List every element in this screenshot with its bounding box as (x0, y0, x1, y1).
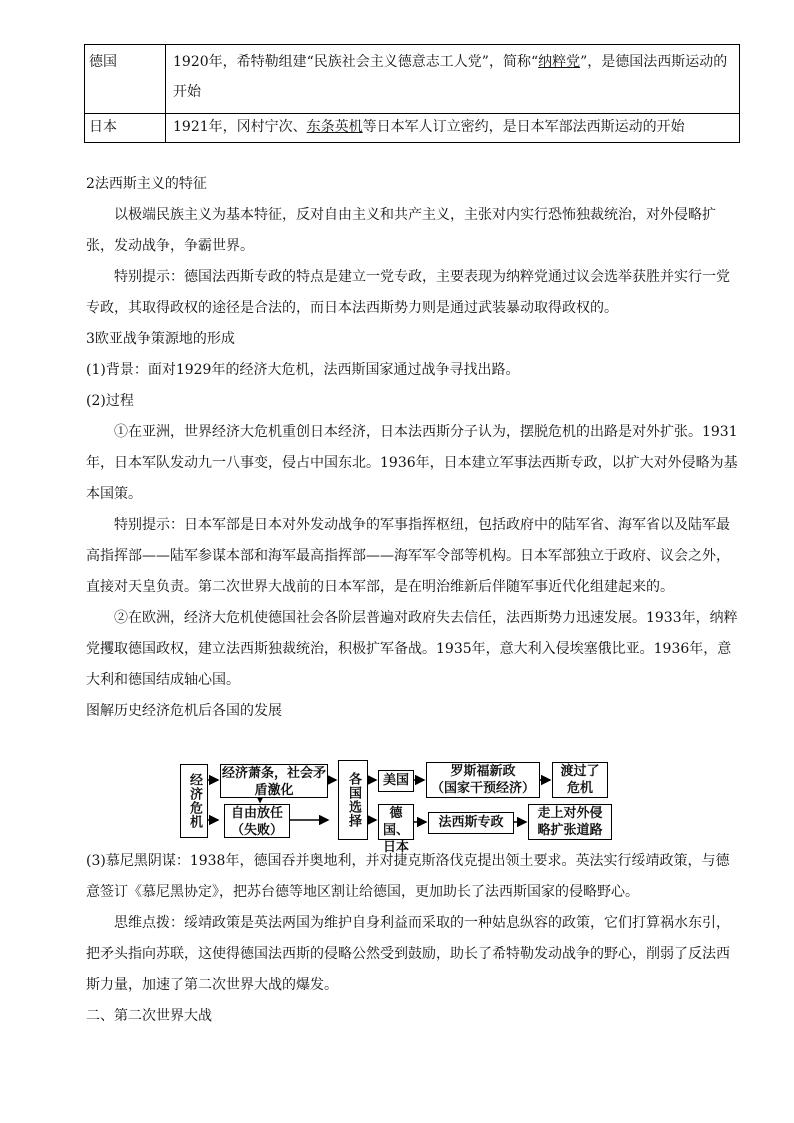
germany-japan-box (378, 804, 414, 855)
box-line: （失败） (230, 823, 283, 838)
underlined-term: 东条英机 (306, 119, 363, 135)
section-heading: 二、第二次世界大战 (86, 1008, 212, 1024)
box-line: 危机 (566, 781, 593, 796)
effect-box: 经济萧条，社会矛盾激化 (221, 766, 326, 798)
paragraph: 特别提示：德国法西斯专政的特点是建立一党专政，主要表现为纳粹党通过议会选举获胜并实行一党专政，其取得政权的途径是合法的，而日本法西斯势力则是通过武装暴动取得政权的。 (86, 269, 730, 316)
underlined-term: 纳粹党 (538, 54, 581, 70)
section-heading: 2法西斯主义的特征 (86, 176, 207, 192)
section-heading: 3欧亚战争策源地的形成 (86, 331, 235, 347)
box-line: 渡过了 (560, 764, 600, 779)
paragraph: ②在欧洲，经济大危机使德国社会各阶层普遍对政府失去信任，法西斯势力迅速发展。1933年，纳粹党攫取德国政权，建立法西斯独裁统治，积极扩军备战。1935年，意大利入侵埃塞俄比亚。1936年，意大利和德国结成轴心国。 (86, 610, 738, 688)
event-cell (166, 114, 740, 143)
fascism-origin-table (84, 44, 740, 143)
laissez-faire-box (224, 804, 290, 838)
event-text: 1921年，冈村宁次、 (173, 119, 307, 135)
box-line: 略扩张道路 (537, 823, 603, 838)
paragraph: (1)背景：面对1929年的经济大危机，法西斯国家通过战争寻找出路。 (86, 362, 520, 378)
country-cell: 日本 (85, 114, 166, 143)
crisis-box: 经济危机 (180, 764, 208, 838)
box-line: 自由放任 (230, 806, 283, 821)
fascism-box: 法西斯专政 (428, 812, 514, 834)
box-line: 德国、 (382, 806, 409, 838)
usa-box: 美国 (378, 770, 414, 792)
usa-result-box (552, 762, 608, 798)
table-row (85, 114, 740, 143)
event-text: 等日本军人订立密约，是日本军部法西斯运动的开始 (362, 119, 685, 135)
event-cell (166, 45, 740, 114)
event-text: 1920年，希特勒组建“民族社会主义德意志工人党”，简称“ (173, 54, 539, 70)
event-text: ”，是德国法西斯运动的开始 (173, 54, 728, 100)
section-munich (86, 846, 738, 1032)
box-line: （国家干预经济） (430, 781, 535, 796)
paragraph: (3)慕尼黑阴谋：1938年，德国吞并奥地利，并对捷克斯洛伐克提出领土要求。英法实行绥靖政策，与德意签订《慕尼黑协定》，把苏台德等地区割让给德国，更加助长了法西斯国家的侵略野心。 (86, 853, 730, 900)
expansion-result-box (528, 804, 612, 840)
subheading: (2)过程 (86, 393, 134, 409)
box-line: 日本 (382, 840, 409, 855)
country-cell: 德国 (85, 45, 166, 114)
table-row (85, 45, 740, 114)
paragraph: ①在亚洲，世界经济大危机重创日本经济，日本法西斯分子认为，摆脱危机的出路是对外扩张。1931年，日本军队发动九一八事变，侵占中国东北。1936年，日本建立军事法西斯专政，以扩大对外侵略为基本国策。 (86, 424, 738, 502)
new-deal-box (426, 762, 540, 798)
choice-box: 各国选择 (338, 760, 368, 840)
box-line: 罗斯福新政 (450, 764, 516, 779)
crisis-flow-diagram (178, 758, 618, 855)
section-3 (86, 324, 738, 727)
paragraph: 思维点拨：绥靖政策是英法两国为维护自身利益而采取的一种姑息纵容的政策，它们打算祸水东引，把矛头指向苏联，这使得德国法西斯的侵略公然受到鼓励，助长了希特勒发动战争的野心，削弱了反法西斯力量，加速了第二次世界大战的爆发。 (86, 915, 730, 993)
paragraph: 以极端民族主义为基本特征，反对自由主义和共产主义，主张对内实行恐怖独裁统治，对外侵略扩张，发动战争，争霸世界。 (86, 207, 716, 254)
diagram-title: 图解历史经济危机后各国的发展 (86, 703, 282, 719)
box-line: 走上对外侵 (537, 806, 603, 821)
paragraph: 特别提示：日本军部是日本对外发动战争的军事指挥枢纽，包括政府中的陆军省、海军省以及陆军最高指挥部——陆军参谋本部和海军最高指挥部——海军军令部等机构。日本军部独立于政府、议会之外，直接对天皇负责。第二次世界大战前的日本军部，是在明治维新后伴随军事近代化组建起来的。 (86, 517, 730, 595)
section-2 (86, 169, 738, 324)
